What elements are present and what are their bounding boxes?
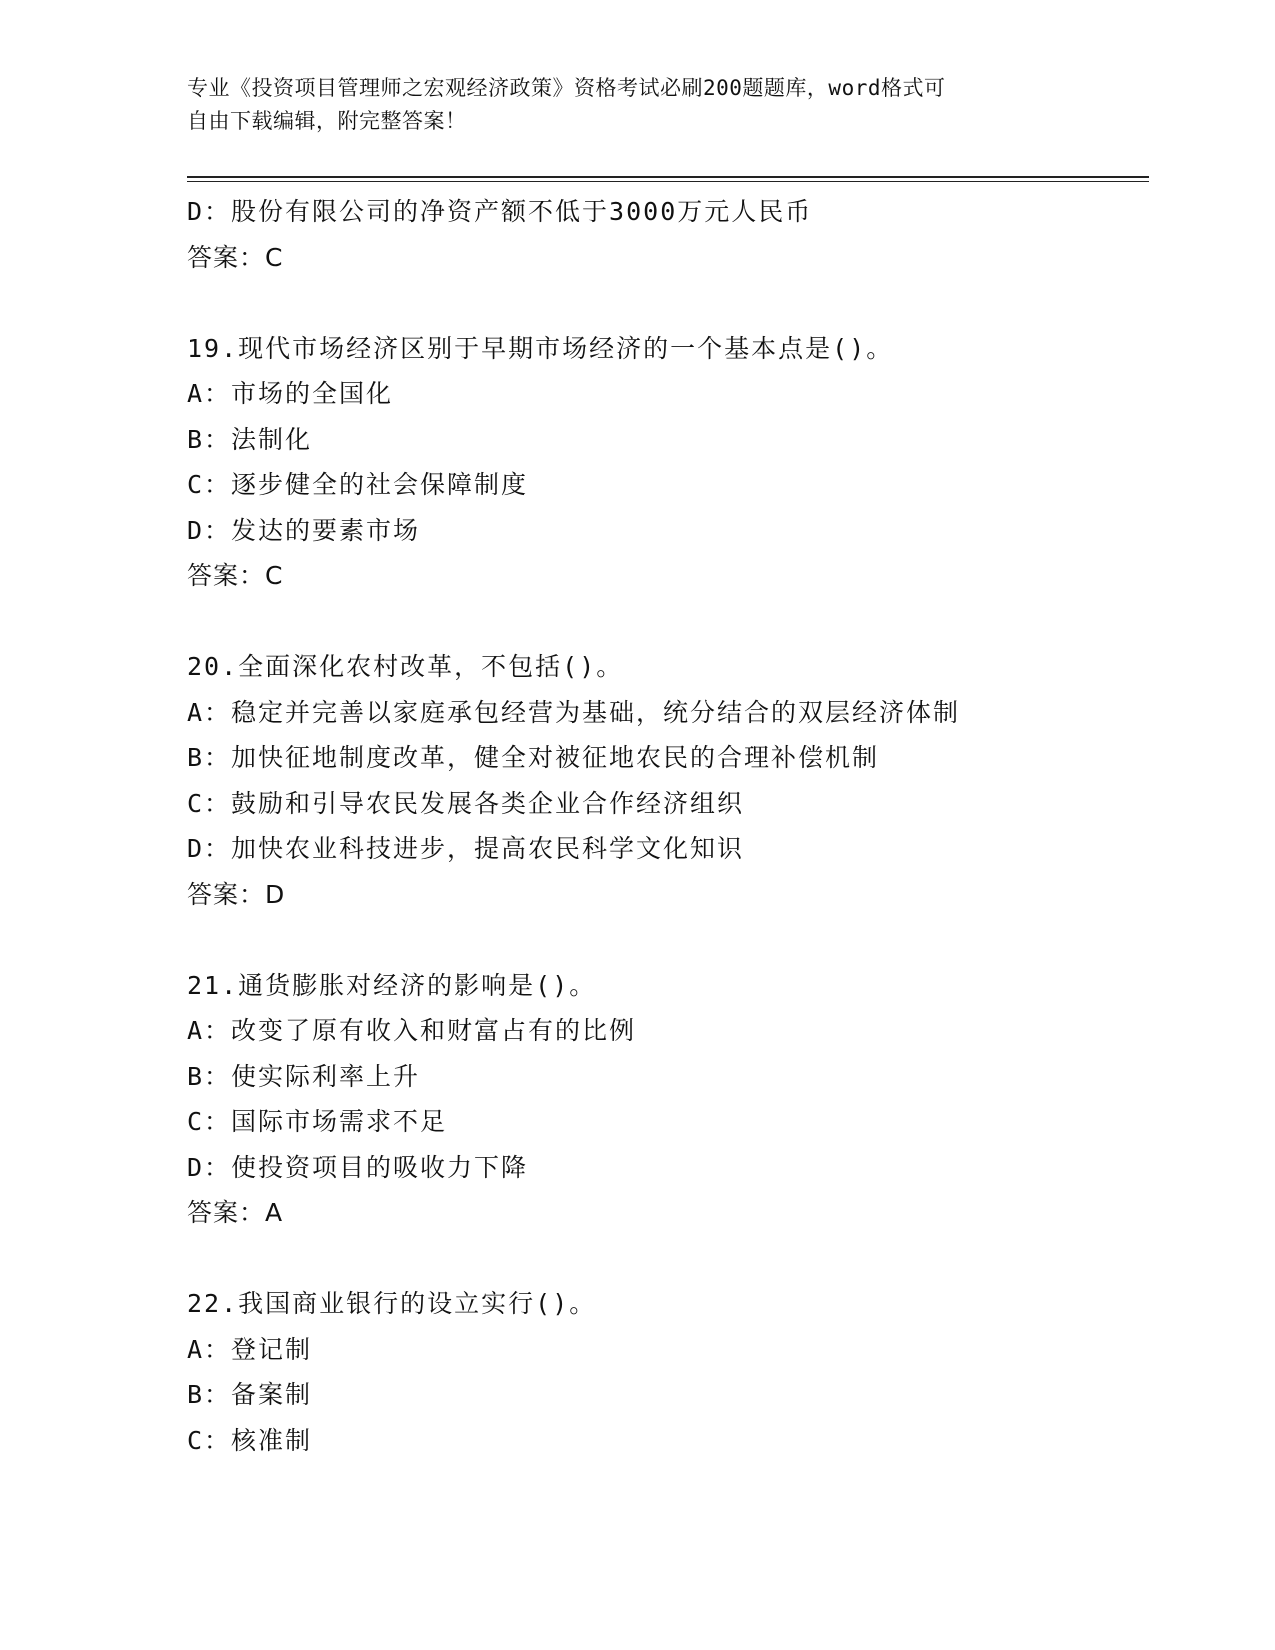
option-b: B：法制化: [187, 424, 313, 454]
answer-label: 答案：: [187, 561, 266, 590]
option-d: D：加快农业科技进步，提高农民科学文化知识: [187, 834, 745, 863]
option-c: C：核准制: [187, 1425, 313, 1455]
answer-label: 答案：: [187, 242, 266, 272]
option-a: A：登记制: [187, 1334, 313, 1364]
question-22: [187, 1281, 1147, 1463]
spacer: [187, 1236, 1147, 1282]
question-stem: 22.我国商业银行的设立实行()。: [187, 1289, 597, 1318]
header-divider-thick: [187, 176, 1149, 178]
spacer: [187, 599, 1147, 645]
spacer: [187, 280, 1147, 326]
header-divider-thin: [187, 181, 1149, 182]
answer-line: [187, 1190, 1147, 1236]
document-header: [187, 72, 1077, 138]
header-title-line-2: 自由下载编辑，附完整答案！: [187, 109, 467, 133]
option-b: B：备案制: [187, 1380, 313, 1409]
answer-label: 答案：: [187, 879, 266, 909]
question-19: [187, 326, 1147, 599]
header-title-line-1: 专业《投资项目管理师之宏观经济政策》资格考试必刷200题题库，word格式可: [187, 76, 946, 100]
answer-line: [187, 235, 1147, 281]
question-20: [187, 644, 1147, 917]
option-b: B：加快征地制度改革，健全对被征地农民的合理补偿机制: [187, 743, 880, 772]
answer-label: 答案：: [187, 1198, 266, 1227]
answer-line: [187, 872, 1147, 918]
option-d: D：发达的要素市场: [187, 515, 421, 545]
question-21: [187, 963, 1147, 1236]
option-b: B：使实际利率上升: [187, 1061, 421, 1091]
option-c: C：逐步健全的社会保障制度: [187, 470, 529, 499]
option-a: A：稳定并完善以家庭承包经营为基础，统分结合的双层经济体制: [187, 697, 961, 727]
answer-value: C: [265, 242, 284, 272]
option-c: C：国际市场需求不足: [187, 1107, 448, 1136]
answer-value: A: [265, 1198, 284, 1227]
question-stem: 21.通货膨胀对经济的影响是()。: [187, 970, 597, 1000]
option-d: D：股份有限公司的净资产额不低于3000万元人民币: [187, 197, 813, 226]
option-c: C：鼓励和引导农民发展各类企业合作经济组织: [187, 788, 745, 818]
option-a: A：市场的全国化: [187, 379, 394, 408]
option-a: A：改变了原有收入和财富占有的比例: [187, 1016, 637, 1045]
answer-value: C: [265, 561, 284, 590]
question-stem: 20.全面深化农村改革，不包括()。: [187, 652, 624, 681]
question-stem: 19.现代市场经济区别于早期市场经济的一个基本点是()。: [187, 333, 894, 363]
option-d: D：使投资项目的吸收力下降: [187, 1152, 529, 1182]
question-carryover: [187, 189, 1147, 280]
spacer: [187, 917, 1147, 963]
answer-line: [187, 553, 1147, 599]
answer-value: D: [265, 879, 286, 909]
question-list: [187, 189, 1147, 1463]
